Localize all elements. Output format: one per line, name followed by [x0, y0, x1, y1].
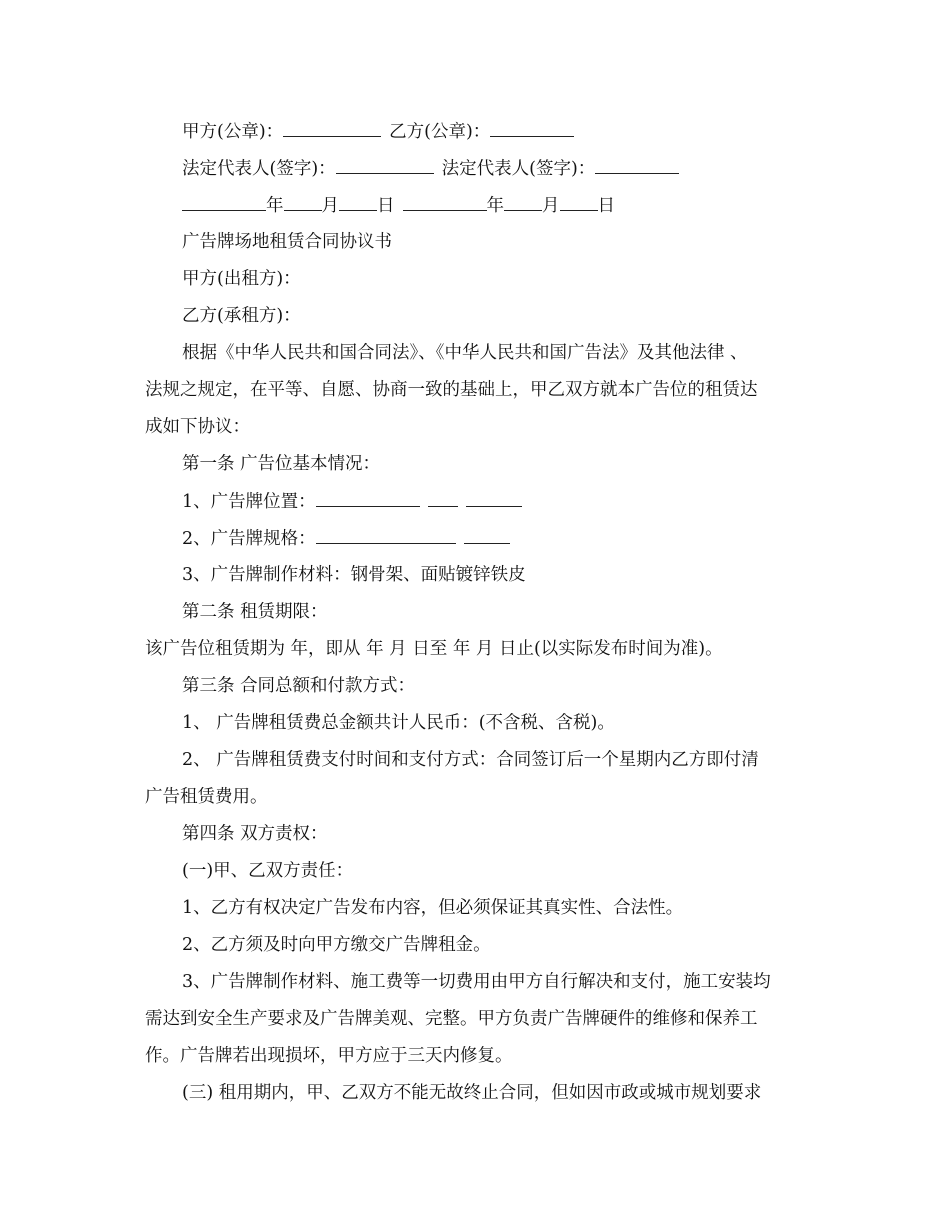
- rep-a-blank: [336, 156, 434, 174]
- article-4-item-3-line-3: 作。广告牌若出现损坏，甲方应于三天内修复。: [145, 1046, 513, 1066]
- year-a-blank: [182, 193, 266, 211]
- ad-spec-blank-2: [464, 526, 510, 544]
- preamble-line-3: 成如下协议：: [145, 417, 250, 437]
- preamble-line-2: 法规之规定，在平等、自愿、协商一致的基础上，甲乙双方就本广告位的租赁达: [145, 380, 758, 400]
- ad-location-blank-2: [428, 489, 458, 507]
- article-1-item-1: [182, 489, 825, 514]
- year-b-label: 年: [486, 196, 504, 216]
- party-b-seal-blank: [490, 119, 574, 137]
- ad-location-blank-3: [466, 489, 522, 507]
- article-4-item-3-line-2: 需达到安全生产要求及广告牌美观、完整。甲方负责广告牌硬件的维修和保养工: [145, 1009, 758, 1029]
- article-3-heading: 第三条 合同总额和付款方式：: [182, 676, 416, 696]
- year-b-blank: [403, 193, 487, 211]
- month-b-blank: [504, 193, 542, 211]
- ad-location-label: 1、广告牌位置：: [182, 492, 316, 512]
- ad-spec-blank-1: [316, 526, 456, 544]
- lessee-line: 乙方(承租方)：: [182, 306, 301, 326]
- article-3-item-2-line-1: 2、 广告牌租赁费支付时间和支付方式：合同签订后一个星期内乙方即付清: [182, 750, 759, 770]
- article-2-text: 该广告位租赁期为 年，即从 年 月 日至 年 月 日止(以实际发布时间为准)。: [145, 639, 723, 659]
- rep-a-label: 法定代表人(签字)：: [182, 159, 336, 179]
- party-a-seal-label: 甲方(公章)：: [182, 122, 284, 142]
- article-1-item-3: 3、广告牌制作材料：钢骨架、面贴镀锌铁皮: [182, 565, 526, 585]
- article-1-item-2: [182, 526, 825, 551]
- representative-line: [182, 156, 825, 181]
- article-4-item-3-line-1: 3、广告牌制作材料、施工费等一切费用由甲方自行解决和支付，施工安装均: [182, 972, 771, 992]
- ad-spec-label: 2、广告牌规格：: [182, 529, 316, 549]
- year-a-label: 年: [266, 196, 284, 216]
- month-a-blank: [284, 193, 322, 211]
- month-b-label: 月: [542, 196, 560, 216]
- article-1-heading: 第一条 广告位基本情况：: [182, 454, 381, 474]
- day-b-blank: [560, 193, 598, 211]
- article-4-sub-1: (一)甲、乙双方责任：: [182, 861, 354, 881]
- article-2-heading: 第二条 租赁期限：: [182, 602, 328, 622]
- article-4-item-1: 1、乙方有权决定广告发布内容，但必须保证其真实性、合法性。: [182, 898, 684, 918]
- rep-b-blank: [595, 156, 679, 174]
- article-4-heading: 第四条 双方责权：: [182, 824, 328, 844]
- party-a-seal-blank: [283, 119, 381, 137]
- lessor-line: 甲方(出租方)：: [182, 269, 301, 289]
- contract-title: 广告牌场地租赁合同协议书: [182, 232, 392, 252]
- preamble-line-1: 根据《中华人民共和国合同法》、《中华人民共和国广告法》及其他法律 、: [182, 343, 748, 363]
- seal-line: [182, 119, 825, 144]
- date-line: [182, 193, 825, 218]
- article-4-sub-3: (三) 租用期内，甲、乙双方不能无故终止合同，但如因市政或城市规划要求: [182, 1083, 762, 1103]
- article-4-item-2: 2、乙方须及时向甲方缴交广告牌租金。: [182, 935, 491, 955]
- day-b-label: 日: [597, 196, 615, 216]
- article-3-item-2-line-2: 广告租赁费用。: [145, 787, 268, 807]
- article-3-item-1: 1、 广告牌租赁费总金额共计人民币：(不含税、含税)。: [182, 713, 615, 733]
- rep-b-label: 法定代表人(签字)：: [441, 159, 596, 179]
- ad-location-blank-1: [316, 489, 420, 507]
- day-a-label: 日: [377, 196, 395, 216]
- party-b-seal-label: 乙方(公章)：: [389, 122, 491, 142]
- month-a-label: 月: [321, 196, 339, 216]
- day-a-blank: [339, 193, 377, 211]
